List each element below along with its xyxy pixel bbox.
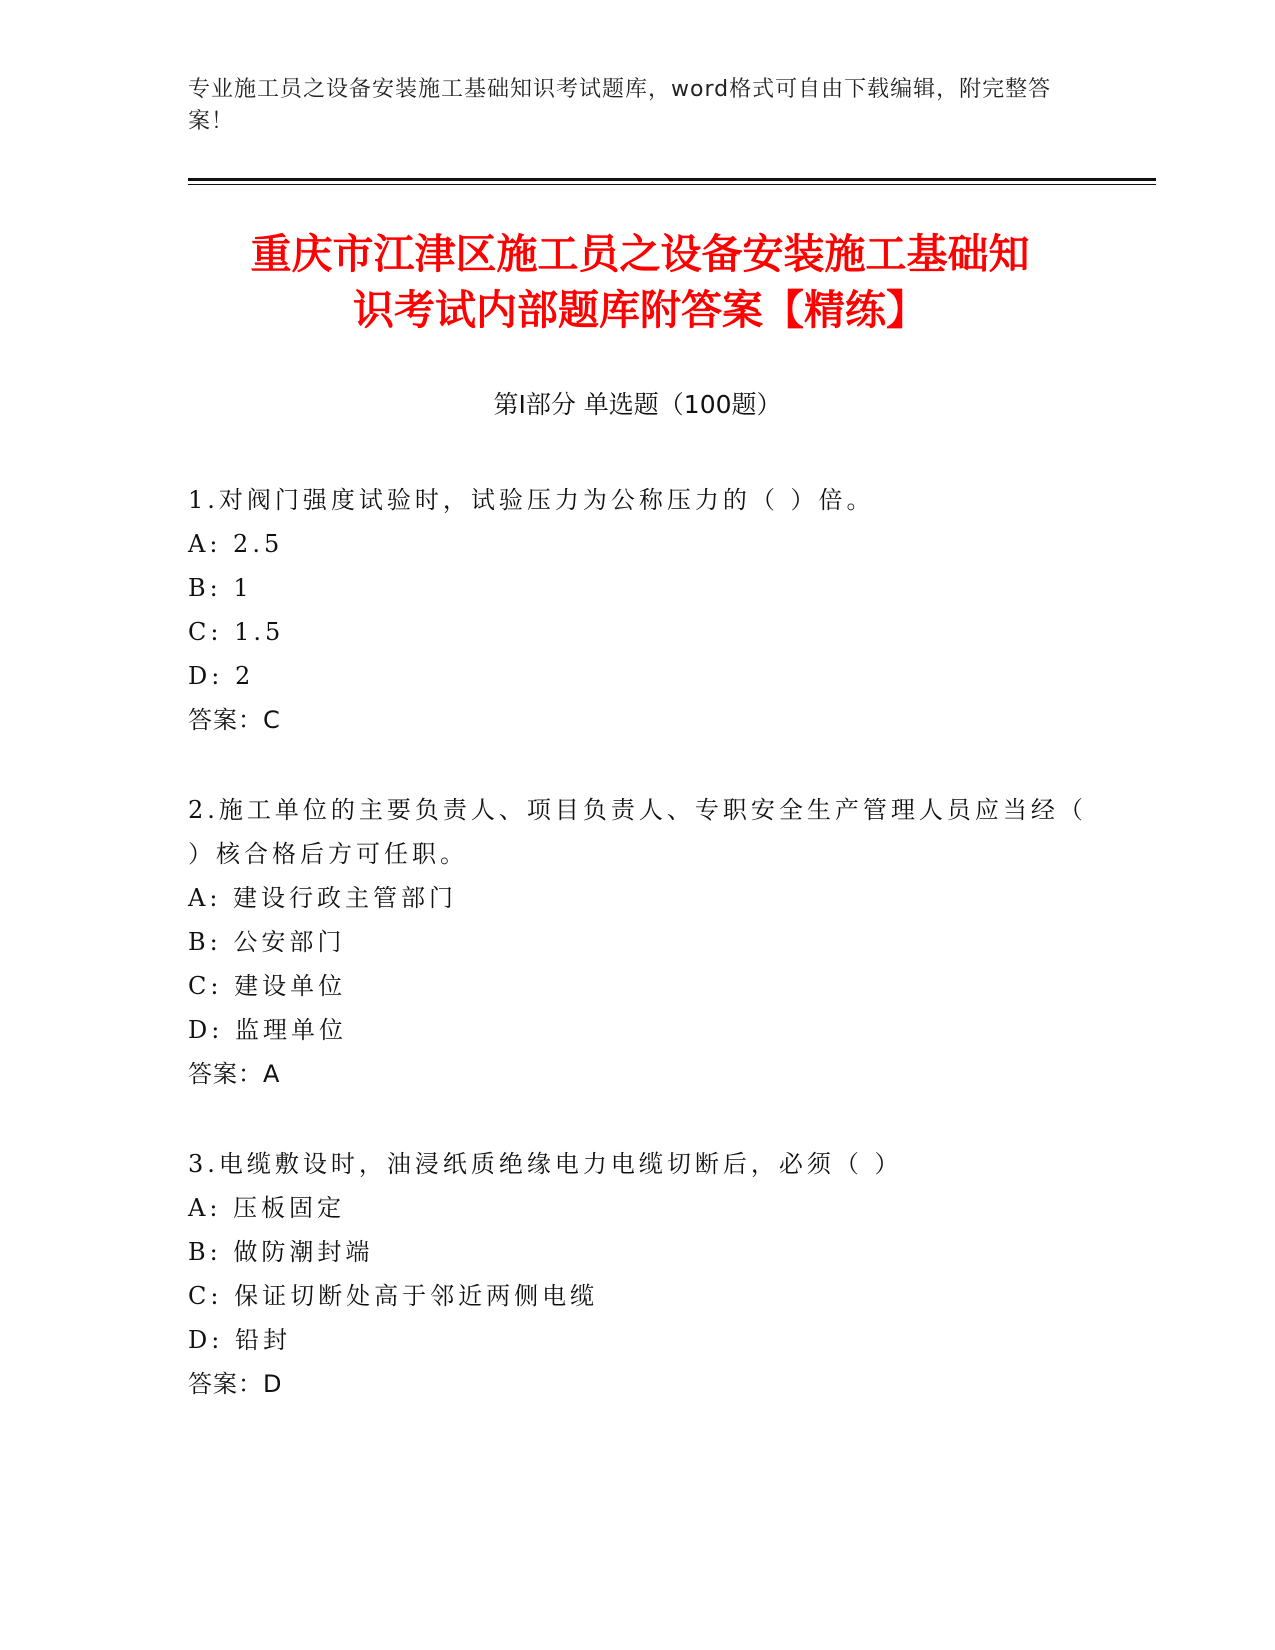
option-d: D: 2 [188,662,255,690]
option-b: B: 做防潮封端 [188,1238,374,1266]
intro-text: 专业施工员之设备安装施工基础知识考试题库，word格式可自由下载编辑，附完整答案！ [188,77,1052,134]
option-c: C: 建设单位 [188,972,347,1000]
header-rule-thick [188,178,1156,181]
question-item-3 [188,1142,1088,1406]
section-heading: 第Ⅰ部分 单选题（100题） [493,390,782,419]
question-stem: 2.施工单位的主要负责人、项目负责人、专职安全生产管理人员应当经（ ）核合格后方可任职。 [188,796,1087,868]
question-stem: 1.对阀门强度试验时，试验压力为公称压力的（ ）倍。 [188,486,875,514]
option-c: C: 保证切断处高于邻近两侧电缆 [188,1282,599,1310]
answer-text: 答案：D [188,1370,283,1398]
option-d: D: 铅封 [188,1326,291,1354]
option-a: A: 建设行政主管部门 [188,884,458,912]
option-a: A: 压板固定 [188,1194,346,1222]
answer-text: 答案：C [188,706,281,734]
question-item-1 [188,478,1088,742]
header-rule-thin [188,184,1156,185]
question-list [188,478,1088,1452]
answer-text: 答案：A [188,1060,281,1088]
document-title-line-2: 识考试内部题库附答案【精练】 [353,286,927,334]
option-c: C: 1.5 [188,618,285,646]
option-a: A: 2.5 [188,530,284,558]
question-item-2 [188,788,1088,1096]
option-b: B: 公安部门 [188,928,346,956]
question-stem: 3.电缆敷设时，油浸纸质绝缘电力电缆切断后，必须（ ） [188,1150,903,1178]
document-title-line-1: 重庆市江津区施工员之设备安装施工基础知 [250,230,1030,278]
option-d: D: 监理单位 [188,1016,347,1044]
option-b: B: 1 [188,574,253,602]
document-title [190,226,1090,338]
